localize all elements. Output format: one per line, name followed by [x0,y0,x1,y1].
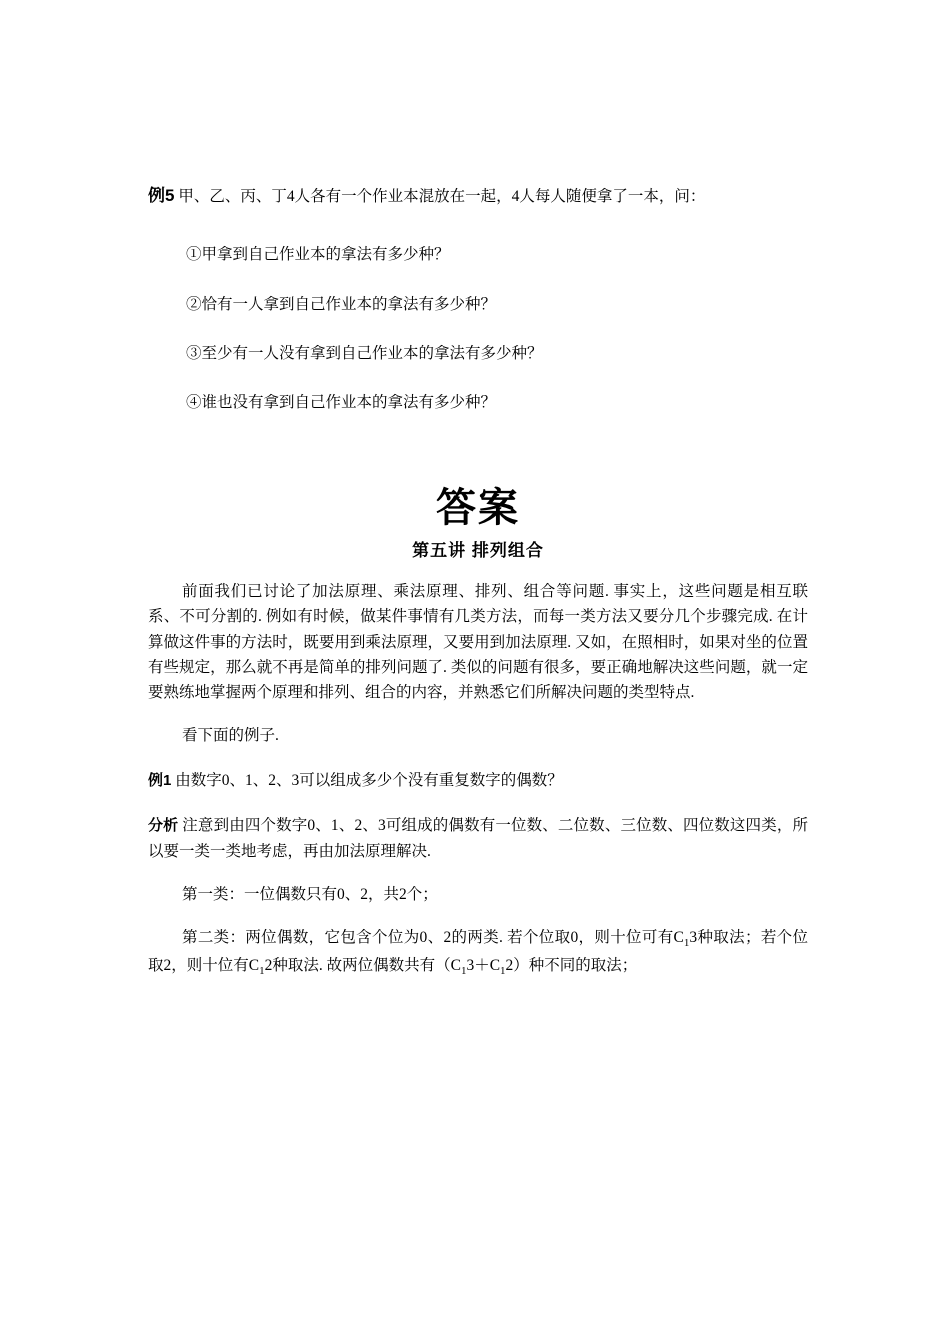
example5-question-4: ④谁也没有拿到自己作业本的拿法有多少种？ [186,394,497,412]
case2-part-1: 第二类：两位偶数，它包含个位为0、2的两类. 若个位取0，则十位可有C [182,928,684,946]
case2-superscript-4: 1 [500,964,506,977]
case2-part-2: 3种取法；若个位取2，则十位有C [148,928,808,974]
example5-question-2: ②恰有一人拿到自己作业本的拿法有多少种？ [186,295,497,313]
case2-part-3: 2种取法. 故两位偶数共有（C [264,956,461,974]
example5-question-3: ③至少有一人没有拿到自己作业本的拿法有多少种？ [186,344,543,362]
example5-label: 例5 [148,186,175,205]
example1-case-2 [148,925,808,981]
page-content [148,183,808,981]
case2-superscript-3: 1 [460,964,467,977]
example5-stem-text: 甲、乙、丙、丁4人各有一个作业本混放在一起，4人每人随便拿了一本，问： [178,188,706,205]
example1-stem-line [148,768,808,793]
case2-superscript-1: 1 [683,936,690,949]
case2-part-4: 3＋C [466,956,501,974]
answer-title: 答案 [436,486,520,531]
analysis-text: 注意到由四个数字0、1、2、3可组成的偶数有一位数、二位数、三位数、四位数这四类，所以要一类一类地考虑，再由加法原理解决. [148,817,808,860]
answer-subtitle: 第五讲 排列组合 [412,541,544,561]
analysis-label: 分析 [148,817,179,835]
example5-question-1: ①甲拿到自己作业本的拿法有多少种？ [186,246,450,264]
case2-superscript-2: 1 [259,964,265,977]
answer-lead-in: 看下面的例子. [182,726,279,744]
example1-label: 例1 [148,772,172,789]
answer-intro-paragraph: 前面我们已讨论了加法原理、乘法原理、排列、组合等问题. 事实上，这些问题是相互联系、不可分割的. 例如有时候，做某件事情有几类方法，而每一类方法又要分几个步骤完成. 在计算做这件事的方法时，既要用到乘法原理，又要用到加法原理. 又如，在照相时，如果对坐的位置有些规定，那么就不再是简单的排列问题了. 类似的问题有很多，要正确地解决这些问题，就一定要熟练地掌握两个原理和排列、组合的内容，并熟悉它们所解决问题的类型特点. [148,583,808,701]
example1-analysis-line [148,813,808,863]
case2-part-5: 2）种不同的取法； [505,956,638,974]
example1-case-1: 第一类：一位偶数只有0、2，共2个； [182,885,438,903]
example1-stem-text: 由数字0、1、2、3可以组成多少个没有重复数字的偶数？ [175,772,563,789]
example5-stem-line [148,183,808,209]
